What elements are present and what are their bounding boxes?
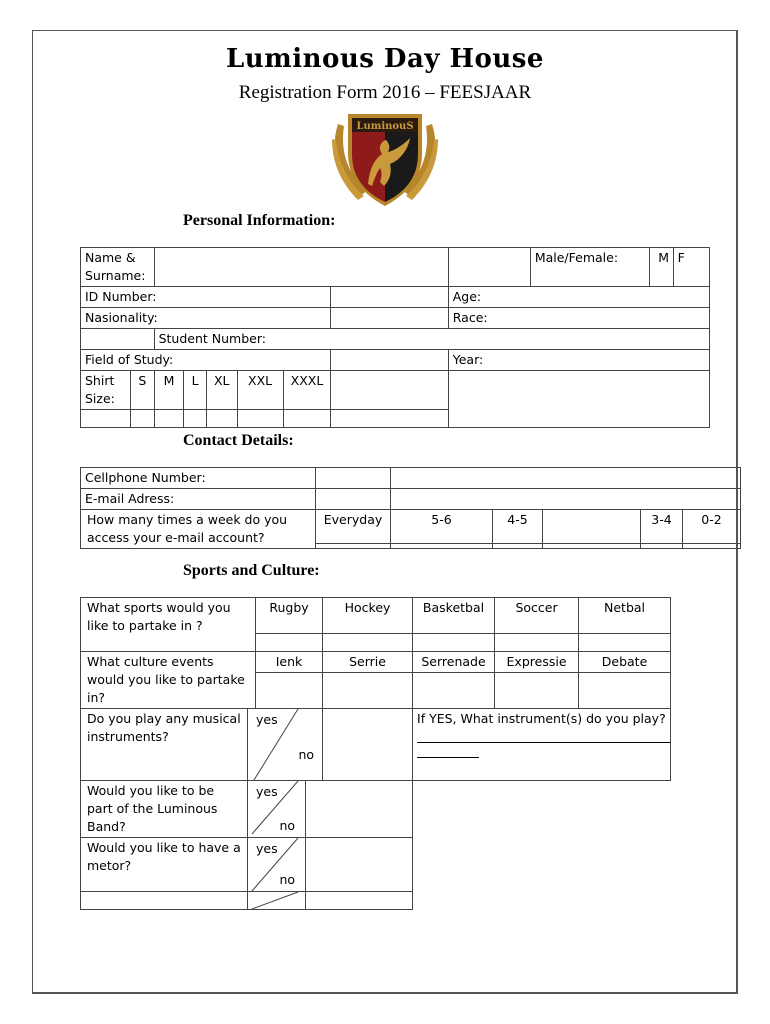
option-4-5-check[interactable] bbox=[493, 544, 543, 549]
band-question: Would you like to be part of the Luminous Band? bbox=[81, 781, 248, 838]
sport-basketbal: Basketbal bbox=[413, 598, 495, 634]
name-label: Name & Surname: bbox=[81, 248, 155, 287]
sport-hockey-check[interactable] bbox=[323, 634, 413, 652]
crest-text: LuminouS bbox=[356, 121, 414, 132]
option-4-5: 4-5 bbox=[493, 510, 543, 544]
size-s: S bbox=[131, 371, 154, 410]
instrument-line-2[interactable] bbox=[417, 743, 479, 758]
form-title: Luminous Day House bbox=[226, 44, 544, 74]
culture-serrenade-check[interactable] bbox=[413, 673, 495, 709]
size-m: M bbox=[154, 371, 184, 410]
mentor-spacer bbox=[413, 838, 671, 892]
shirt-size-extra bbox=[331, 410, 448, 428]
sports-table bbox=[80, 597, 671, 910]
band-yes-no-box[interactable] bbox=[248, 781, 306, 838]
music-yes: yes bbox=[256, 712, 278, 727]
personal-table bbox=[80, 247, 710, 428]
size-s-check[interactable] bbox=[131, 410, 154, 428]
nationality-field[interactable] bbox=[331, 308, 448, 329]
culture-question: What culture events would you like to partake in? bbox=[81, 652, 256, 709]
option-everyday: Everyday bbox=[316, 510, 391, 544]
mentor-yes: yes bbox=[256, 841, 278, 856]
size-xxxl-check[interactable] bbox=[283, 410, 331, 428]
student-number-label: Student Number: bbox=[154, 329, 709, 350]
sport-netbal: Netbal bbox=[579, 598, 671, 634]
culture-serrenade: Serrenade bbox=[413, 652, 495, 673]
form-subtitle: Registration Form 2016 – FEESJAAR bbox=[238, 82, 532, 103]
age-label: Age: bbox=[448, 287, 709, 308]
sport-soccer-check[interactable] bbox=[495, 634, 579, 652]
option-0-2: 0-2 bbox=[683, 510, 741, 544]
size-xxl-check[interactable] bbox=[237, 410, 283, 428]
email-field[interactable] bbox=[316, 489, 391, 510]
gender-m-option[interactable]: M bbox=[650, 248, 673, 287]
culture-debate: Debate bbox=[579, 652, 671, 673]
race-label: Race: bbox=[448, 308, 709, 329]
student-number-blank bbox=[81, 329, 155, 350]
size-xl-check[interactable] bbox=[206, 410, 237, 428]
sport-netbal-check[interactable] bbox=[579, 634, 671, 652]
nationality-label: Nasionality: bbox=[81, 308, 331, 329]
culture-serrie-check[interactable] bbox=[323, 673, 413, 709]
band-answer-field[interactable] bbox=[306, 781, 413, 838]
gender-label: Male/Female: bbox=[530, 248, 649, 287]
field-of-study-label: Field of Study: bbox=[81, 350, 331, 371]
instrument-box bbox=[413, 709, 671, 781]
music-question: Do you play any musical instruments? bbox=[81, 709, 248, 781]
crest-logo bbox=[330, 104, 440, 210]
mentor-no: no bbox=[279, 872, 296, 887]
sport-basketbal-check[interactable] bbox=[413, 634, 495, 652]
id-number-label: ID Number: bbox=[81, 287, 331, 308]
shirt-size-blank bbox=[331, 371, 448, 410]
cellphone-label: Cellphone Number: bbox=[81, 468, 316, 489]
year-field[interactable] bbox=[448, 371, 709, 428]
cellphone-field[interactable] bbox=[316, 468, 391, 489]
culture-expressie: Expressie bbox=[495, 652, 579, 673]
blank-answer-field[interactable] bbox=[306, 892, 413, 910]
culture-expressie-check[interactable] bbox=[495, 673, 579, 709]
field-of-study-field[interactable] bbox=[331, 350, 448, 371]
contact-table bbox=[80, 467, 741, 549]
option-blank bbox=[543, 510, 641, 544]
option-0-2-check[interactable] bbox=[683, 544, 741, 549]
culture-debate-check[interactable] bbox=[579, 673, 671, 709]
option-5-6-check[interactable] bbox=[391, 544, 493, 549]
sport-rugby-check[interactable] bbox=[256, 634, 323, 652]
name-field[interactable] bbox=[154, 248, 448, 287]
size-l: L bbox=[184, 371, 206, 410]
year-label: Year: bbox=[448, 350, 709, 371]
email-access-question: How many times a week do you access your e-mail account? bbox=[81, 510, 316, 549]
culture-serrie: Serrie bbox=[323, 652, 413, 673]
band-no: no bbox=[279, 818, 296, 833]
mentor-question: Would you like to have a metor? bbox=[81, 838, 248, 892]
mentor-yes-no-box[interactable] bbox=[248, 838, 306, 892]
sport-rugby: Rugby bbox=[256, 598, 323, 634]
shirt-size-blank-cell bbox=[81, 410, 131, 428]
blank-yes-no-box[interactable] bbox=[248, 892, 306, 910]
band-spacer bbox=[413, 781, 671, 838]
email-extra[interactable] bbox=[391, 489, 741, 510]
music-yes-no-box[interactable] bbox=[248, 709, 323, 781]
sport-soccer: Soccer bbox=[495, 598, 579, 634]
music-answer-field[interactable] bbox=[323, 709, 413, 781]
mentor-answer-field[interactable] bbox=[306, 838, 413, 892]
email-label: E-mail Adress: bbox=[81, 489, 316, 510]
cellphone-extra[interactable] bbox=[391, 468, 741, 489]
instrument-question: If YES, What instrument(s) do you play? bbox=[417, 711, 666, 726]
id-number-field[interactable] bbox=[331, 287, 448, 308]
personal-heading: Personal Information: bbox=[183, 212, 336, 229]
size-xxxl: XXXL bbox=[283, 371, 331, 410]
sports-question: What sports would you like to partake in ? bbox=[81, 598, 256, 652]
music-no: no bbox=[298, 747, 315, 762]
sport-hockey: Hockey bbox=[323, 598, 413, 634]
sports-heading: Sports and Culture: bbox=[183, 562, 320, 579]
option-5-6: 5-6 bbox=[391, 510, 493, 544]
option-blank-check[interactable] bbox=[543, 544, 641, 549]
size-m-check[interactable] bbox=[154, 410, 184, 428]
size-xxl: XXL bbox=[237, 371, 283, 410]
option-everyday-check[interactable] bbox=[316, 544, 391, 549]
option-3-4: 3-4 bbox=[641, 510, 683, 544]
culture-ienk-check[interactable] bbox=[256, 673, 323, 709]
option-3-4-check[interactable] bbox=[641, 544, 683, 549]
gender-f-option[interactable]: F bbox=[673, 248, 709, 287]
contact-heading: Contact Details: bbox=[183, 432, 294, 449]
culture-ienk: Ienk bbox=[256, 652, 323, 673]
shirt-size-label: Shirt Size: bbox=[81, 371, 131, 410]
blank-divider bbox=[248, 892, 306, 910]
blank-question bbox=[81, 892, 248, 910]
name-extra-field[interactable] bbox=[448, 248, 530, 287]
blank-spacer bbox=[413, 892, 671, 910]
size-l-check[interactable] bbox=[184, 410, 206, 428]
band-yes: yes bbox=[256, 784, 278, 799]
instrument-line-1[interactable] bbox=[417, 728, 671, 743]
size-xl: XL bbox=[206, 371, 237, 410]
